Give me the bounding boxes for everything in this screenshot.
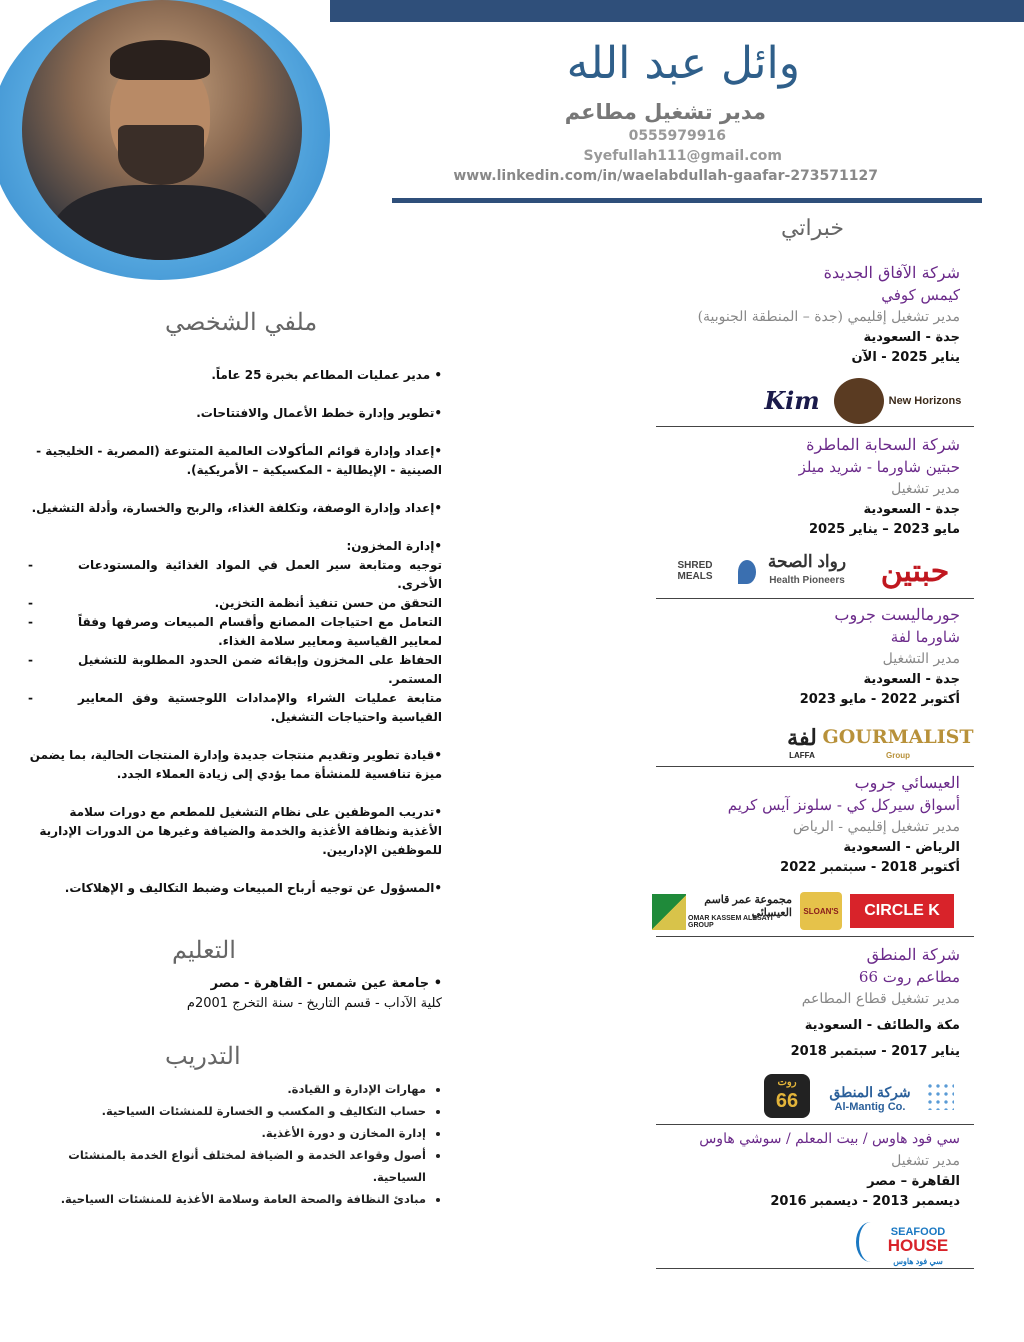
profile-point: •إدارة المخزون: — [346, 539, 442, 553]
almantig-dots-icon — [926, 1082, 954, 1110]
company-name: جورماليست جروب — [834, 605, 960, 624]
job-location: جدة - السعودية — [863, 672, 960, 687]
seafood-label: SEAFOOD — [890, 1226, 946, 1238]
job-entry — [640, 604, 960, 710]
job-entry — [640, 772, 960, 878]
profile-photo — [22, 0, 302, 260]
sloans-logo: SLOAN'S — [800, 892, 842, 930]
health-pioneers-icon — [738, 560, 756, 584]
brand-name: حبتين شاورما - شريد ميلز — [798, 458, 960, 476]
circle-k-logo: CIRCLE K — [850, 894, 954, 928]
role-title: مدير تشغيل إقليمي (جدة – المنطقة الجنوبية) — [697, 309, 960, 325]
list-item: • أصول وقواعد الخدمة و الضيافة لمختلف أنواع الخدمة بالمنشئات السياحية. — [60, 1144, 426, 1188]
job-dates: أكتوبر 2022 - مايو 2023 — [799, 692, 960, 707]
training-heading: التدريب — [165, 1042, 241, 1070]
job-location: القاهرة – مصر — [867, 1174, 960, 1189]
list-item: • مبادئ النظافة والصحة العامة وسلامة الأغذية للمنشئات السياحية. — [60, 1188, 426, 1210]
job-divider — [656, 766, 974, 767]
seafood-house-logo: HOUSE — [887, 1236, 949, 1255]
new-horizons-logo: New Horizons — [888, 395, 962, 407]
job-entry — [640, 434, 960, 540]
job-dates: مايو 2023 – يناير 2025 — [809, 522, 960, 537]
job-divider — [656, 936, 974, 937]
job-location: جدة - السعودية — [863, 502, 960, 517]
experience-heading: خبراتي — [781, 216, 844, 241]
alesayi-arabic: مجموعة عمر قاسم العيسائي — [704, 894, 792, 919]
list-item: • إدارة المخازن و دورة الأغذية. — [60, 1122, 426, 1144]
profile-point: •قيادة تطوير وتقديم منتجات جديدة وإدارة المنتجات الحالية، بما يضمن ميزة تنافسية للمنشأة مما يؤدي إلى زيادة العملاء الجدد. — [29, 748, 442, 781]
brand-name: كيمس كوفي — [881, 286, 960, 304]
job-dates: يناير 2025 - الآن — [851, 350, 960, 365]
phone-number: 0555979916 — [628, 128, 726, 144]
job-divider — [656, 426, 974, 427]
list-item: - توجيه ومتابعة سير العمل في المواد الغذائية والمستودعات الأخرى. — [28, 558, 442, 591]
company-name: شركة الآفاق الجديدة — [823, 263, 960, 282]
list-item: - التحقق من حسن تنفيذ أنظمة التخزين. — [28, 596, 442, 610]
almantig-arabic: شركة المنطق — [829, 1083, 911, 1100]
job-location: مكة والطائف - السعودية — [804, 1018, 960, 1033]
university: • جامعة عين شمس - القاهرة - مصر — [210, 976, 442, 991]
company-name: شركة السحابة الماطرة — [806, 435, 960, 454]
email-address[interactable]: Syefullah111@gmail.com — [583, 148, 782, 164]
list-item: • مهارات الإدارة و القيادة. — [60, 1078, 426, 1100]
education-block — [130, 974, 442, 1014]
profile-point: •المسؤول عن توجيه أرباح المبيعات وضبط التكاليف و الإهلاكات. — [64, 881, 442, 895]
new-horizons-emblem — [834, 378, 884, 424]
job-location: الرياض - السعودية — [843, 840, 960, 855]
brand-name: شاورما لفة — [890, 628, 960, 646]
job-entry — [640, 262, 960, 368]
job-divider — [656, 1268, 974, 1269]
shred-meals-logo: SHRED MEALS — [677, 560, 713, 582]
job-divider — [656, 1124, 974, 1125]
laffa-logo: لفة — [787, 725, 817, 750]
profile-points — [28, 366, 442, 898]
company-name: شركة المنطق — [866, 945, 960, 964]
gourmalist-group: Group — [886, 750, 910, 760]
job-divider — [656, 598, 974, 599]
route66-arabic: روت — [777, 1076, 797, 1088]
education-heading: التعليم — [172, 936, 236, 964]
list-item: • حساب التكاليف و المكسب و الخسارة للمنشئات السياحية. — [60, 1100, 426, 1122]
laffa-latin: LAFFA — [789, 750, 815, 760]
gourmalist-logo: GOURMALIST — [822, 726, 974, 748]
profile-heading: ملفي الشخصي — [165, 308, 318, 336]
profile-point: •إعداد وإدارة الوصفة، وتكلفة الغذاء، والربح والخسارة، وأدلة التشغيل. — [31, 501, 442, 515]
health-pioneers-logo: Health Pioneers — [769, 574, 845, 586]
role-title: مدير تشغيل — [891, 1153, 960, 1169]
candidate-name: وائل عبد الله — [566, 38, 800, 89]
company-name: سي فود هاوس / بيت المعلم / سوشي هاوس — [699, 1131, 960, 1147]
job-title: مدير تشغيل مطاعم — [564, 100, 766, 124]
profile-point: •تطوير وإدارة خطط الأعمال والافتتاحات. — [196, 406, 442, 420]
list-item: - متابعة عمليات الشراء والإمدادات اللوجستية وفق المعايير القياسية واحتياجات التشغيل. — [28, 691, 442, 724]
alesayi-logo: OMAR KASSEM ALESAYI GROUP — [688, 915, 773, 929]
job-entry — [620, 1128, 960, 1212]
kims-logo: Kim — [764, 385, 820, 415]
brand-name: أسواق سيركل كي - سلونز آيس كريم — [727, 796, 960, 814]
seafood-house-arabic: سي فود هاوس — [893, 1256, 943, 1266]
route66-number: 66 — [775, 1089, 799, 1112]
profile-point: •إعداد وإدارة قوائم المأكولات العالمية المتنوعة (المصرية - الخليجية - الصينية - الإيطالية - المكسيكية – الأمريكية). — [36, 444, 442, 477]
job-dates: يناير 2017 - سبتمبر 2018 — [790, 1044, 960, 1059]
list-item: - الحفاظ على المخزون وإبقائه ضمن الحدود المطلوبة للتشغيل المستمر. — [28, 653, 442, 686]
role-title: مدير تشغيل إقليمي - الرياض — [792, 819, 960, 835]
job-entry — [640, 944, 960, 1062]
job-dates: ديسمبر 2013 - ديسمبر 2016 — [770, 1194, 960, 1209]
role-title: مدير تشغيل قطاع المطاعم — [801, 991, 960, 1007]
health-pioneers-arabic: رواد الصحة — [767, 552, 847, 571]
top-color-band — [330, 0, 1024, 22]
habatain-logo: حبتين — [880, 553, 950, 589]
training-list — [60, 1078, 442, 1210]
list-item: - التعامل مع احتياجات المصانع وأقسام المبيعات وصرفها وفقاً لمعايير القياسية ومعايير سلامة الغذاء. — [28, 615, 442, 648]
education-details: كلية الآداب - قسم التاريخ - سنة التخرج 2001م — [186, 996, 442, 1011]
inventory-list — [28, 556, 442, 727]
role-title: مدير تشغيل — [891, 481, 960, 497]
profile-point: • مدير عمليات المطاعم بخبرة 25 عاماً. — [211, 368, 442, 382]
almantig-logo: Al-Mantig Co. — [834, 1101, 906, 1113]
company-name: العيسائي جروب — [854, 773, 960, 792]
job-dates: أكتوبر 2018 - سبتمبر 2022 — [780, 860, 960, 875]
role-title: مدير التشغيل — [882, 651, 960, 667]
job-location: جدة - السعودية — [863, 330, 960, 345]
linkedin-url[interactable]: www.linkedin.com/in/waelabdullah-gaafar-273571127 — [453, 168, 878, 184]
header-divider — [392, 198, 982, 203]
profile-point: •تدريب الموظفين على نظام التشغيل للمطعم مع دورات سلامة الأغذية ونظافة الأغذية والخدمة والضيافة وغيرها من الدورات الإدارية للموظفين الإداريين. — [39, 805, 442, 857]
alesayi-emblem — [652, 894, 686, 930]
brand-name: مطاعم روت 66 — [858, 968, 960, 986]
